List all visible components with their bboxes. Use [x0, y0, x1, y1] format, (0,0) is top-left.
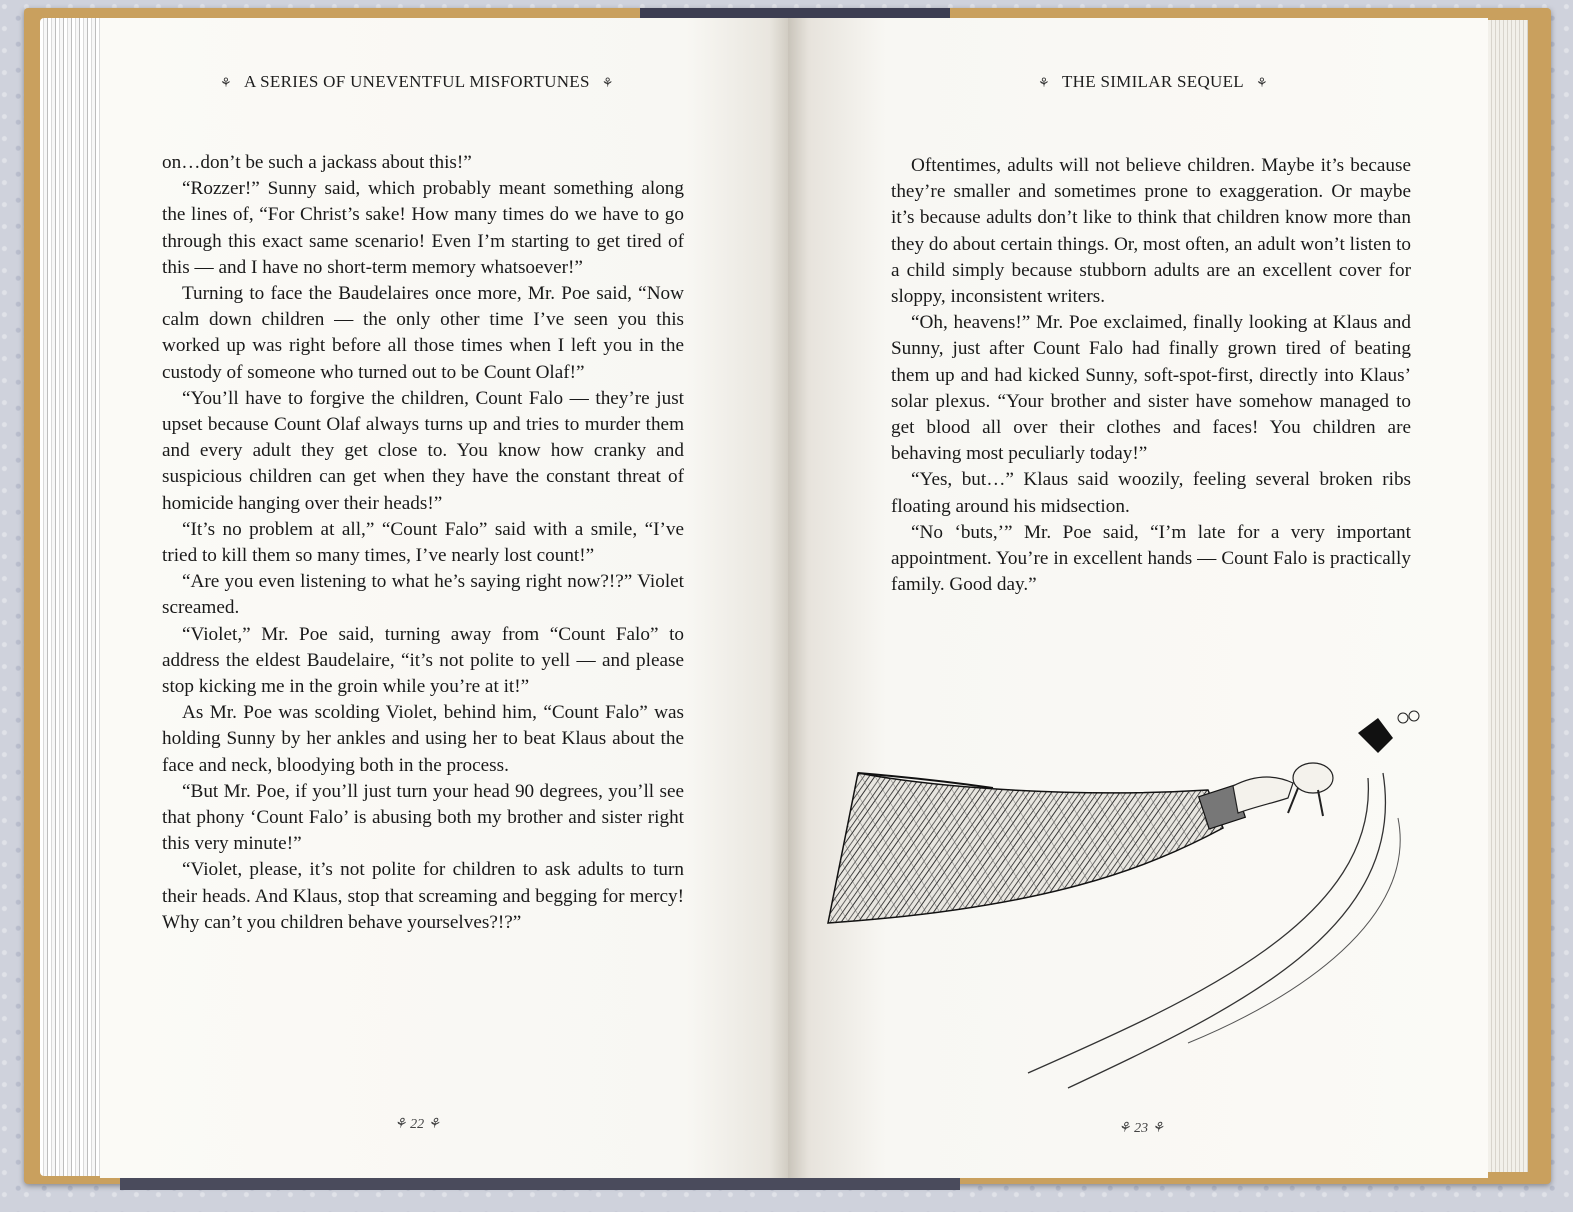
motion-line [1188, 818, 1400, 1043]
paragraph: “Oh, heavens!” Mr. Poe exclaimed, finally looking at Klaus and Sunny, just after Count Falo had finally grown tired of beating them up and had kicked Sunny, soft-spot-first, directly into Klaus’ solar plexus. “Your brother and sister have somehow managed to get blood all over their clothes and faces! You children are behaving most peculiarly today!” [891, 312, 1411, 465]
paragraph: on…don’t be such a jackass about this!” [162, 152, 472, 173]
ornament-icon: ⚘ [220, 75, 232, 90]
right-running-head [1026, 72, 1280, 92]
count-falo-illustration [818, 678, 1458, 1118]
paragraph: “You’ll have to forgive the children, Count Falo — they’re just upset because Count Olaf always turns up and tries to murder them and every adult they get close to. You know how cranky and suspicious children can get when they have the constant threat of homicide hanging over their heads!” [162, 387, 684, 514]
ornament-icon: ⚘ [1038, 75, 1050, 90]
hand [1233, 777, 1293, 813]
book-spine-bottom [120, 1176, 960, 1190]
glasses-icon [1409, 711, 1419, 721]
paragraph: “Violet,” Mr. Poe said, turning away from “Count Falo” to address the eldest Baudelaire, “it’s not polite to yell — and please stop kicking me in the groin while you’re at it!” [162, 623, 684, 698]
right-running-head-title: THE SIMILAR SEQUEL [1061, 72, 1244, 91]
ornament-icon: ⚘ [601, 75, 614, 90]
paragraph: “It’s no problem at all,” “Count Falo” said with a smile, “I’ve tried to kill them so many times, I’ve nearly lost count!” [162, 518, 684, 567]
ornament-icon: ⚘ [1255, 75, 1268, 90]
flying-child [1358, 718, 1393, 753]
paragraph: As Mr. Poe was scolding Violet, behind him, “Count Falo” was holding Sunny by her ankles and using her to beat Klaus about the face and neck, bloodying both in the process. [162, 702, 684, 776]
paragraph: “No ‘buts,’” Mr. Poe said, “I’m late for a very important appointment. You’re in excellent hands — Count Falo is practically family. Good day.” [891, 521, 1411, 596]
paragraph: “Violet, please, it’s not polite for children to ask adults to turn their heads. And Klaus, stop that screaming and begging for mercy! Why can’t you children behave yourselves?!?” [162, 859, 684, 933]
right-body-text [891, 153, 1411, 598]
right-page-number [1118, 1120, 1164, 1137]
paragraph: Turning to face the Baudelaires once more, Mr. Poe said, “Now calm down children — the only other time I’ve seen you this worked up was right before all those times when I left you in the custody of someone who turned out to be Count Olaf!” [162, 283, 684, 383]
page-number: 22 [410, 1117, 425, 1132]
glasses-icon [1398, 713, 1408, 723]
paragraph: Oftentimes, adults will not believe children. Maybe it’s because they’re smaller and sometimes prone to exaggeration. Or maybe it’s because adults don’t like to think that children know more than they do about certain things. Or, most often, an adult won’t listen to a child simply because stubborn adults are an excellent cover for sloppy, inconsistent writers. [891, 155, 1411, 308]
paragraph: “Rozzer!” Sunny said, which probably meant something along the lines of, “For Christ’s sake! How many times do we have to go through this exact same scenario! Even I’m starting to get tired of this — and I have no short-term memory whatsoever!” [162, 178, 684, 278]
paragraph: “But Mr. Poe, if you’ll just turn your head 90 degrees, you’ll see that phony ‘Count Falo’ is abusing both my brother and sister right this very minute!” [162, 780, 684, 855]
left-page-number [394, 1116, 440, 1133]
left-page [100, 18, 790, 1178]
ornament-icon: ⚘ [427, 1117, 441, 1132]
ornament-icon: ⚘ [1118, 1121, 1131, 1136]
page-number: 23 [1134, 1121, 1149, 1136]
left-body-text [162, 150, 684, 936]
ornament-icon: ⚘ [1151, 1121, 1165, 1136]
child-head [1293, 763, 1333, 793]
left-running-head-title: A SERIES OF UNEVENTFUL MISFORTUNES [243, 72, 590, 91]
ornament-icon: ⚘ [394, 1117, 407, 1132]
right-page [788, 18, 1488, 1178]
paragraph: “Are you even listening to what he’s saying right now?!?” Violet screamed. [162, 571, 684, 619]
left-running-head [208, 72, 626, 92]
paragraph: “Yes, but…” Klaus said woozily, feeling several broken ribs floating around his midsection. [891, 469, 1411, 517]
sleeve-shading [828, 773, 1223, 923]
